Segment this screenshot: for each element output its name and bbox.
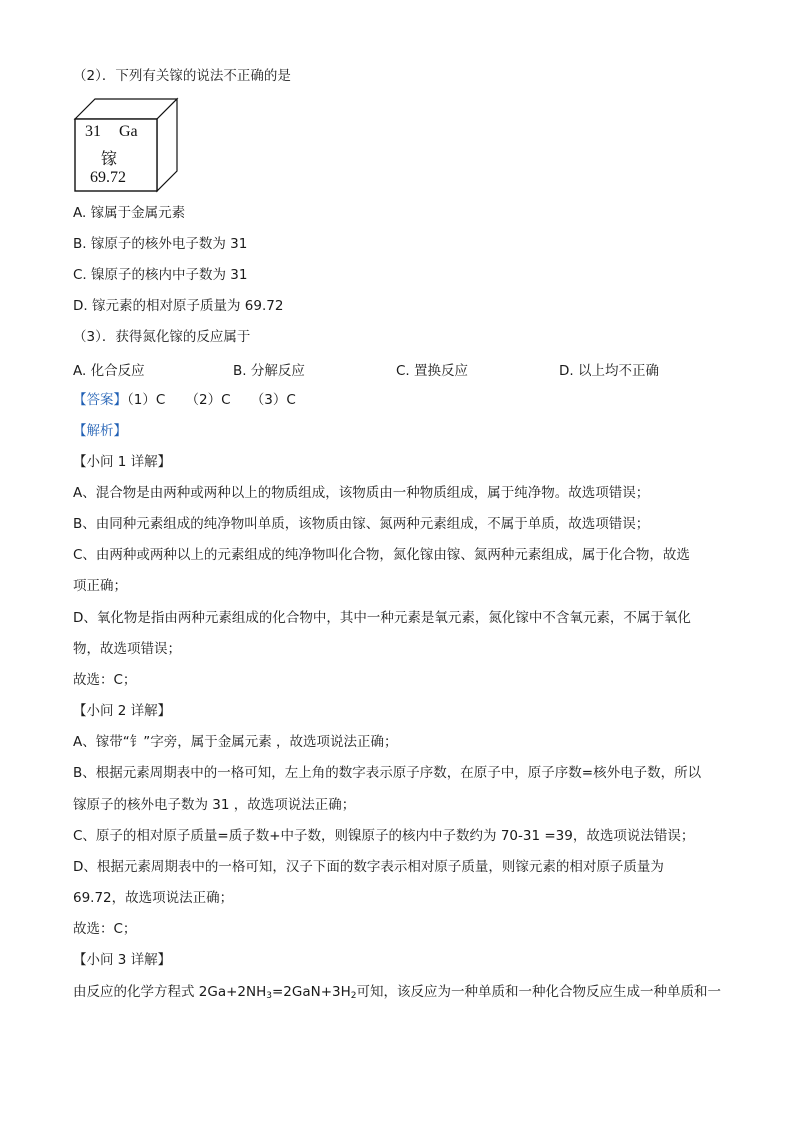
q3-option-a: A. 化合反应	[73, 363, 145, 379]
sub1-line-c-cont: 项正确；	[73, 578, 127, 594]
analysis-tag: 【解析】	[73, 423, 127, 439]
q2-option-d: D. 镓元素的相对原子质量为 69.72	[73, 298, 284, 314]
q3-label: （3）．获得氮化镓的反应属于	[73, 329, 251, 345]
element-name: 镓	[101, 149, 118, 168]
sub3-subscript-h2: 2	[350, 991, 357, 1001]
sub1-line-a: A、混合物是由两种或两种以上的物质组成，该物质由一种物质组成，属于纯净物。故选项错误；	[73, 485, 650, 501]
sub2-title: 【小问 2 详解】	[73, 703, 172, 719]
sub2-line-b-cont: 镓原子的核外电子数为 31 ，故选项说法正确；	[73, 797, 356, 813]
answer-line	[73, 391, 296, 409]
q3-option-c: C. 置换反应	[396, 363, 469, 379]
sub2-line-b: B、根据元素周期表中的一格可知，左上角的数字表示原子序数，在原子中，原子序数=核外电子数，所以	[73, 765, 702, 781]
atomic-number: 31	[85, 123, 101, 140]
sub1-choice: 故选：C；	[73, 672, 137, 688]
sub2-choice: 故选：C；	[73, 921, 137, 937]
sub1-line-c: C、由两种或两种以上的元素组成的纯净物叫化合物，氮化镓由镓、氮两种元素组成，属于化合物，故选	[73, 547, 690, 563]
sub2-line-d-cont: 69.72，故选项说法正确；	[73, 890, 234, 906]
q2-label: （2）．下列有关镓的说法不正确的是	[73, 68, 291, 84]
sub2-line-a: A、镓带“钅”字旁，属于金属元素 ，故选项说法正确；	[73, 734, 398, 750]
element-cell-gallium	[73, 97, 179, 193]
sub3-subscript-nh3: 3	[266, 991, 272, 1001]
sub1-line-d-cont: 物，故选项错误；	[73, 641, 181, 657]
answer-tag: 【答案】	[73, 392, 127, 408]
sub3-equation-line	[73, 983, 721, 1005]
q2-option-b: B. 镓原子的核外电子数为 31	[73, 236, 248, 252]
sub2-line-c: C、原子的相对原子质量=质子数+中子数，则镍原子的核内中子数约为 70-31 =39，故选项说法错误；	[73, 828, 695, 844]
element-symbol: Ga	[119, 123, 138, 140]
sub1-line-b: B、由同种元素组成的纯净物叫单质，该物质由镓、氮两种元素组成，不属于单质，故选项错误；	[73, 516, 650, 532]
sub2-line-d: D、根据元素周期表中的一格可知，汉子下面的数字表示相对原子质量，则镓元素的相对原子质量为	[73, 859, 664, 875]
sub3-mid: =2GaN+3H	[272, 984, 351, 1000]
cube-outline	[73, 97, 179, 193]
sub1-title: 【小问 1 详解】	[73, 454, 172, 470]
answer-text: （1）C （2）C （3）C	[127, 392, 296, 408]
q3-options	[73, 359, 713, 377]
atomic-mass: 69.72	[90, 169, 126, 186]
q3-option-b: B. 分解反应	[233, 363, 305, 379]
sub3-prefix: 由反应的化学方程式 2Ga+2NH	[73, 984, 267, 1000]
sub3-title: 【小问 3 详解】	[73, 952, 172, 968]
q2-option-a: A. 镓属于金属元素	[73, 205, 186, 221]
q2-option-c: C. 镍原子的核内中子数为 31	[73, 267, 248, 283]
q3-option-d: D. 以上均不正确	[559, 363, 659, 379]
sub3-suffix: 可知，该反应为一种单质和一种化合物反应生成一种单质和一	[356, 984, 722, 1000]
sub1-line-d: D、氧化物是指由两种元素组成的化合物中，其中一种元素是氧元素，氮化镓中不含氧元素，不属于氧化	[73, 610, 691, 626]
